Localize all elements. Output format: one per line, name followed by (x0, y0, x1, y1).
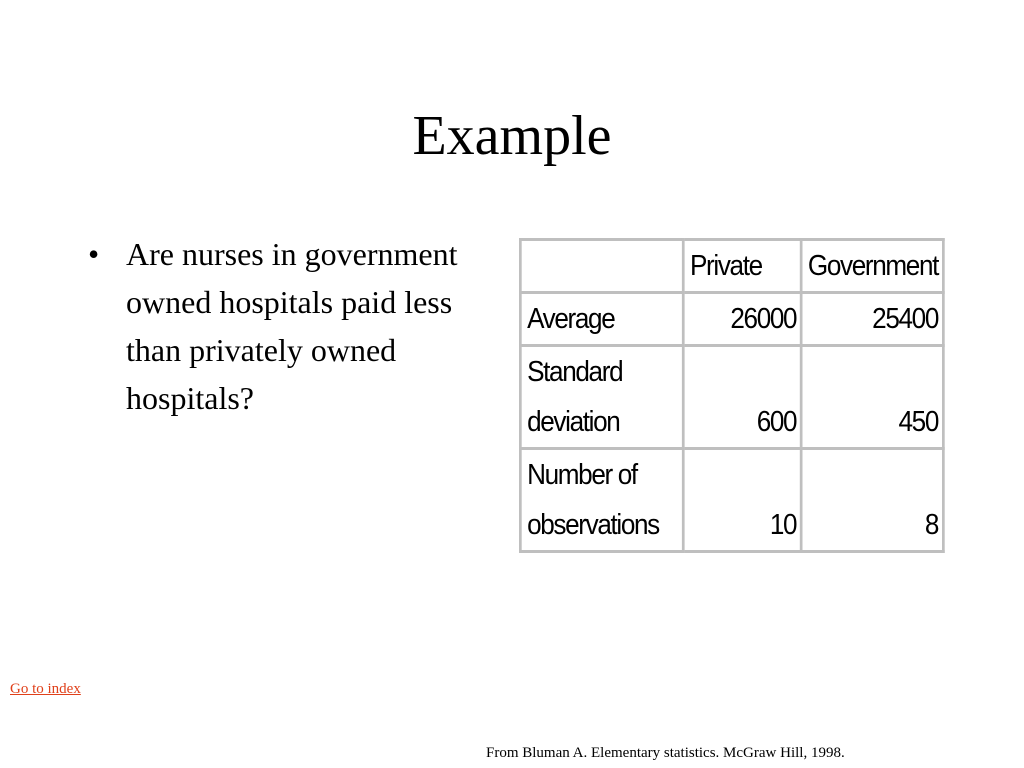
bullet-marker: • (88, 236, 100, 272)
cell-government: 450 (801, 346, 943, 449)
table-header-row (520, 240, 943, 293)
header-cell-empty (520, 240, 683, 293)
table-row (520, 449, 943, 552)
slide-title: Example (412, 105, 612, 167)
header-cell-private: Private (683, 240, 801, 293)
cell-government: 8 (801, 449, 943, 552)
header-cell-government: Government (801, 240, 943, 293)
row-label-line: Number of (527, 459, 637, 491)
row-label (520, 346, 683, 449)
go-to-index-link[interactable]: Go to index (10, 681, 81, 697)
bullet-text: Are nurses in government owned hospitals paid less than privately owned hospitals? (126, 236, 458, 416)
statistics-table (519, 238, 944, 553)
row-label-line: observations (527, 509, 659, 541)
row-label-line: Standard (527, 356, 623, 388)
row-label-line: deviation (527, 406, 620, 438)
cell-government: 25400 (801, 293, 943, 346)
row-label (520, 293, 683, 346)
source-citation: From Bluman A. Elementary statistics. McGraw Hill, 1998. (486, 745, 845, 761)
row-label (520, 449, 683, 552)
table-row (520, 293, 943, 346)
row-label-line: Average (527, 303, 615, 335)
table-row (520, 346, 943, 449)
cell-private: 26000 (683, 293, 801, 346)
cell-private: 10 (683, 449, 801, 552)
cell-private: 600 (683, 346, 801, 449)
